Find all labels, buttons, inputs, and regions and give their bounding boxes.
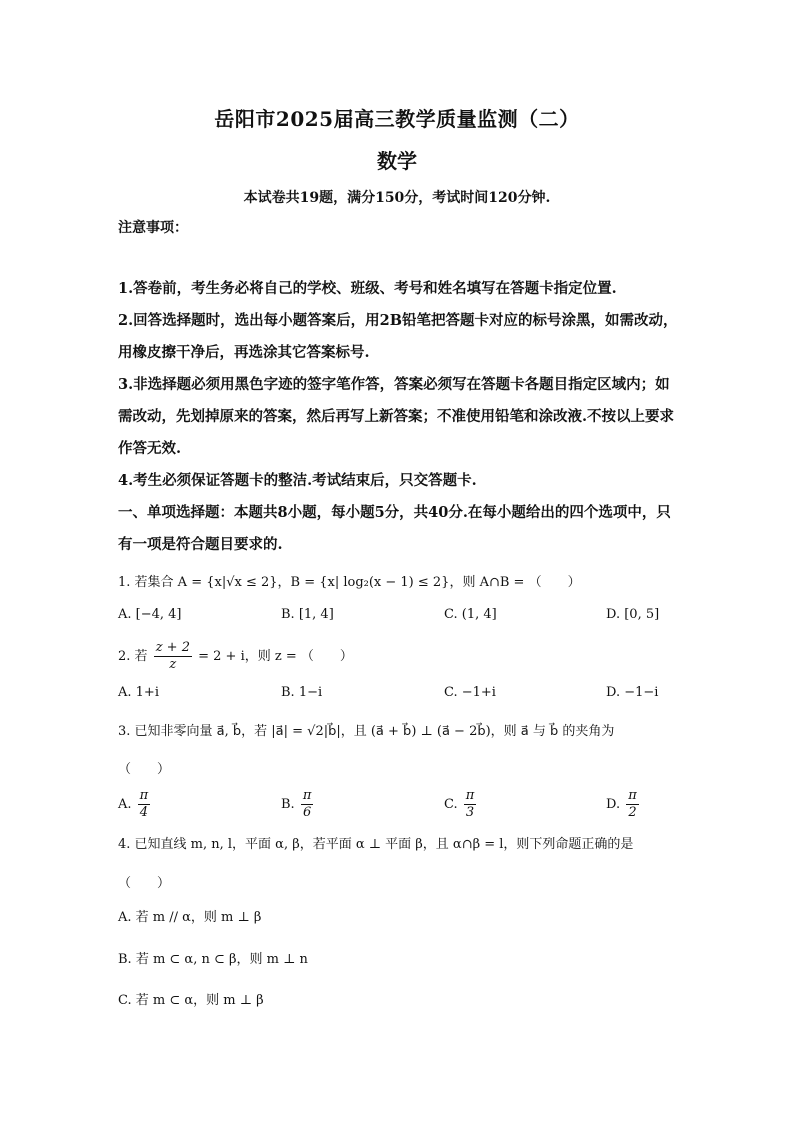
q3-option-b-label: B. (281, 797, 295, 812)
question-1-stem: 1. 若集合 A = {x|√x ≤ 2}，B = {x| log₂(x − 1) ≤ 2}，则 A∩B = （ ） (118, 575, 581, 590)
q3-option-a-label: A. (118, 797, 132, 812)
q3-answer-bracket: （ ） (118, 762, 171, 777)
q4-answer-bracket: （ ） (118, 876, 171, 891)
q1-option-b: B. [1, 4] (281, 607, 334, 622)
q3-a-den: 4 (139, 805, 149, 820)
q1-option-d: D. [0, 5] (606, 607, 660, 622)
q2-fraction-denominator: z (169, 657, 177, 672)
q3-c-num: π (465, 788, 475, 803)
question-2-options (118, 685, 678, 709)
q4-option-a: A. 若 m // α，则 m ⊥ β (118, 910, 262, 925)
question-2-stem (118, 640, 678, 673)
question-4-stem: 4. 已知直线 m, n, l，平面 α, β，若平面 α ⊥ 平面 β，且 α∩β = l，则下列命题正确的是 (118, 837, 634, 852)
instruction-4: 4.考生必须保证答题卡的整洁.考试结束后，只交答题卡. (118, 472, 477, 489)
q2-option-b: B. 1−i (281, 685, 323, 700)
q3-option-a-fraction (138, 788, 151, 821)
q2-fraction-numerator: z + 2 (155, 640, 190, 655)
q3-option-d-fraction (626, 788, 639, 821)
q3-b-num: π (302, 788, 312, 803)
q2-stem-suffix: = 2 + i，则 z = （ ） (198, 649, 353, 664)
q3-d-num: π (628, 788, 637, 803)
q2-stem-prefix: 2. 若 (118, 649, 148, 664)
question-3-stem: 3. 已知非零向量 a⃗, b⃗，若 |a⃗| = √2|b⃗|，且 (a⃗ + b⃗) ⊥ (a⃗ − 2b⃗)，则 a⃗ 与 b⃗ 的夹角为 (118, 724, 615, 739)
q3-d-den: 2 (628, 805, 637, 820)
q1-option-a: A. [−4, 4] (118, 607, 182, 622)
q3-c-den: 3 (465, 805, 475, 820)
question-3-options (118, 788, 678, 828)
q3-option-d (606, 788, 641, 821)
q3-option-b-fraction (301, 788, 314, 821)
q2-option-c: C. −1+i (444, 685, 496, 700)
q2-option-d: D. −1−i (606, 685, 659, 700)
q3-option-c-fraction (464, 788, 477, 821)
q2-fraction (154, 640, 192, 673)
instruction-3: 3.非选择题必须用黑色字迹的签字笔作答，答案必须写在答题卡各题目指定区域内；如需改动，先划掉原来的答案，然后再写上新答案；不准使用铅笔和涂改液.不按以上要求作答无效. (118, 376, 675, 457)
q4-option-b: B. 若 m ⊂ α, n ⊂ β，则 m ⊥ n (118, 952, 308, 967)
q3-option-a (118, 788, 152, 821)
q3-b-den: 6 (302, 805, 312, 820)
section-1-heading: 一、单项选择题：本题共8小题，每小题5分，共40分.在每小题给出的四个选项中，只有一项是符合题目要求的. (118, 504, 671, 553)
instruction-1: 1.答卷前，考生务必将自己的学校、班级、考号和姓名填写在答题卡指定位置. (118, 280, 617, 297)
q1-option-c: C. (1, 4] (444, 607, 497, 622)
q3-option-c (444, 788, 478, 821)
q3-a-num: π (139, 788, 149, 803)
q4-option-c: C. 若 m ⊂ α，则 m ⊥ β (118, 993, 264, 1008)
q2-option-a: A. 1+i (118, 685, 159, 700)
question-1-options (118, 607, 678, 631)
subject-title: 数学 (377, 149, 417, 173)
q3-option-c-label: C. (444, 797, 458, 812)
q3-option-b (281, 788, 315, 821)
instruction-2: 2.回答选择题时，选出每小题答案后，用2B铅笔把答题卡对应的标号涂黑，如需改动，用橡皮擦干净后，再选涂其它答案标号. (118, 312, 678, 361)
exam-info: 本试卷共19题，满分150分，考试时间120分钟. (243, 190, 551, 206)
notice-heading: 注意事项： (118, 220, 188, 236)
q3-option-d-label: D. (606, 797, 621, 812)
page-title: 岳阳市2025届高三教学质量监测（二） (214, 107, 580, 131)
